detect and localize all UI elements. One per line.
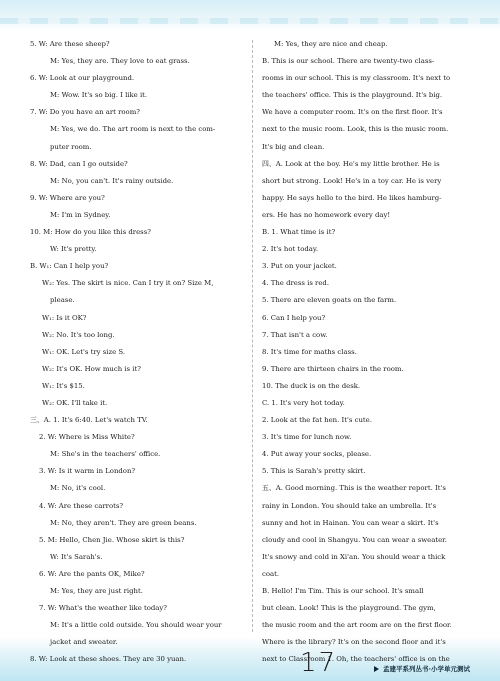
footer-brand (374, 664, 470, 673)
text-line: W₂: Yes. The skirt is nice. Can I try it on? Size M, (42, 279, 214, 288)
text-line: B. This is our school. There are twenty-two class- (262, 57, 435, 66)
text-line: happy. He says hello to the bird. He likes hamburg- (262, 193, 442, 202)
right-text-column (262, 36, 480, 668)
text-line: coat. (262, 569, 280, 578)
text-line: 4. The dress is red. (262, 279, 330, 288)
text-line: 2. It's hot today. (262, 245, 319, 254)
text-line: 10. The duck is on the desk. (262, 381, 361, 390)
text-line: 7. W: Do you have an art room? (30, 108, 140, 117)
footer-brand-text: 孟建平系列丛书·小学单元测试 (383, 665, 470, 673)
text-line: 3. Put on your jacket. (262, 262, 337, 271)
text-line: 3. W: Is it warm in London? (39, 467, 136, 476)
text-line: please. (50, 296, 75, 305)
text-line: 2. W: Where is Miss White? (39, 433, 135, 442)
text-line: cloudy and cool in Shangyu. You can wear a sweater. (262, 535, 447, 544)
text-line: M: Yes, we do. The art room is next to the com- (50, 125, 216, 134)
section-heading-3: 三、A. 1. It's 6:40. Let's watch TV. (30, 416, 148, 425)
text-line: next to Classroom 1. Oh, the teachers' office is on the (262, 655, 450, 664)
text-line: We have a computer room. It's on the first floor. It's (262, 108, 443, 117)
section-heading-4: 四、A. Look at the boy. He's my little brother. He is (262, 159, 440, 168)
top-decorative-band (0, 0, 500, 30)
text-line: 7. W: What's the weather like today? (39, 604, 167, 613)
text-line: B. Hello! I'm Tim. This is our school. It's small (262, 587, 424, 595)
text-line: rainy in London. You should take an umbrella. It's (262, 501, 437, 510)
text-line: 9. There are thirteen chairs in the room. (262, 364, 404, 373)
text-line: C. 1. It's very hot today. (262, 398, 345, 407)
text-line: M: Yes, they are just right. (50, 587, 143, 595)
text-line: 5. This is Sarah's pretty skirt. (262, 467, 366, 476)
text-line: M: No, you can't. It's rainy outside. (50, 176, 174, 185)
text-line: sunny and hot in Hainan. You can wear a skirt. It's (262, 518, 439, 527)
section-heading-5: 五、A. Good morning. This is the weather report. It's (262, 484, 446, 493)
text-line: 8. It's time for maths class. (262, 347, 357, 356)
text-line: W₁: Is it OK? (42, 313, 87, 322)
text-line: 6. W: Are the pants OK, Mike? (39, 569, 145, 578)
text-line: the music room and the art room are on the first floor. (262, 621, 452, 630)
text-line: B. 1. What time is it? (262, 228, 336, 237)
text-line: W₁: It's $15. (42, 381, 85, 390)
text-line: the teachers' office. This is the playground. It's big. (262, 91, 443, 100)
text-line: M: Yes, they are nice and cheap. (274, 40, 388, 48)
column-divider (252, 40, 253, 632)
text-line: W₂: OK. I'll take it. (42, 398, 108, 407)
text-line: 6. Can I help you? (262, 313, 326, 322)
text-line: Where is the library? It's on the second floor and it's (262, 638, 446, 647)
text-line: M: Wow. It's so big. I like it. (50, 91, 148, 100)
text-line: It's snowy and cold in Xi'an. You should wear a thick (262, 552, 446, 561)
text-line: 2. Look at the fat hen. It's cute. (262, 416, 372, 425)
text-line: W₂: It's OK. How much is it? (42, 364, 141, 373)
text-line: W: It's Sarah's. (50, 552, 103, 561)
text-line: next to the music room. Look, this is the music room. (262, 125, 449, 134)
text-line: but clean. Look! This is the playground. The gym, (262, 604, 436, 613)
text-line: 5. W: Are these sheep? (30, 40, 110, 48)
text-line: M: She's in the teachers' office. (50, 450, 161, 459)
text-line: M: No, it's cool. (50, 484, 106, 493)
text-line: 4. Put away your socks, please. (262, 450, 372, 459)
text-line: ers. He has no homework every day! (262, 210, 391, 219)
text-line: 6. W: Look at our playground. (30, 74, 135, 83)
text-line: 10. M: How do you like this dress? (30, 228, 151, 237)
text-line: puter room. (50, 142, 92, 151)
text-line: rooms in our school. This is my classroom. It's next to (262, 74, 451, 83)
text-line: M: It's a little cold outside. You should wear your (50, 621, 222, 630)
text-line: W₁: OK. Let's try size S. (42, 347, 126, 356)
text-line: 5. M: Hello, Chen Jie. Whose skirt is this? (39, 535, 185, 544)
text-line: W₂: No. It's too long. (42, 330, 115, 339)
text-line: M: I'm in Sydney. (50, 210, 111, 219)
text-line: M: No, they aren't. They are green beans. (50, 518, 197, 527)
text-line: 8. W: Look at these shoes. They are 30 yuan. (30, 655, 187, 664)
text-line: 7. That isn't a cow. (262, 330, 328, 339)
text-line: 4. W: Are these carrots? (39, 501, 124, 510)
text-line: M: Yes, they are. They love to eat grass. (50, 57, 190, 66)
text-line: short but strong. Look! He's in a toy car. He is very (262, 176, 442, 185)
text-line: It's big and clean. (262, 142, 325, 151)
text-line: W: It's pretty. (50, 245, 97, 254)
page-number: 17 (300, 648, 338, 678)
text-line: 8. W: Dad, can I go outside? (30, 159, 128, 168)
text-line: 9. W: Where are you? (30, 193, 105, 202)
triangle-marker-icon (374, 666, 379, 672)
text-line: 3. It's time for lunch now. (262, 433, 352, 442)
text-line: jacket and sweater. (50, 638, 118, 647)
text-line: 5. There are eleven goats on the farm. (262, 296, 397, 305)
text-line: B. W₁: Can I help you? (30, 262, 109, 271)
left-text-column (30, 36, 246, 668)
